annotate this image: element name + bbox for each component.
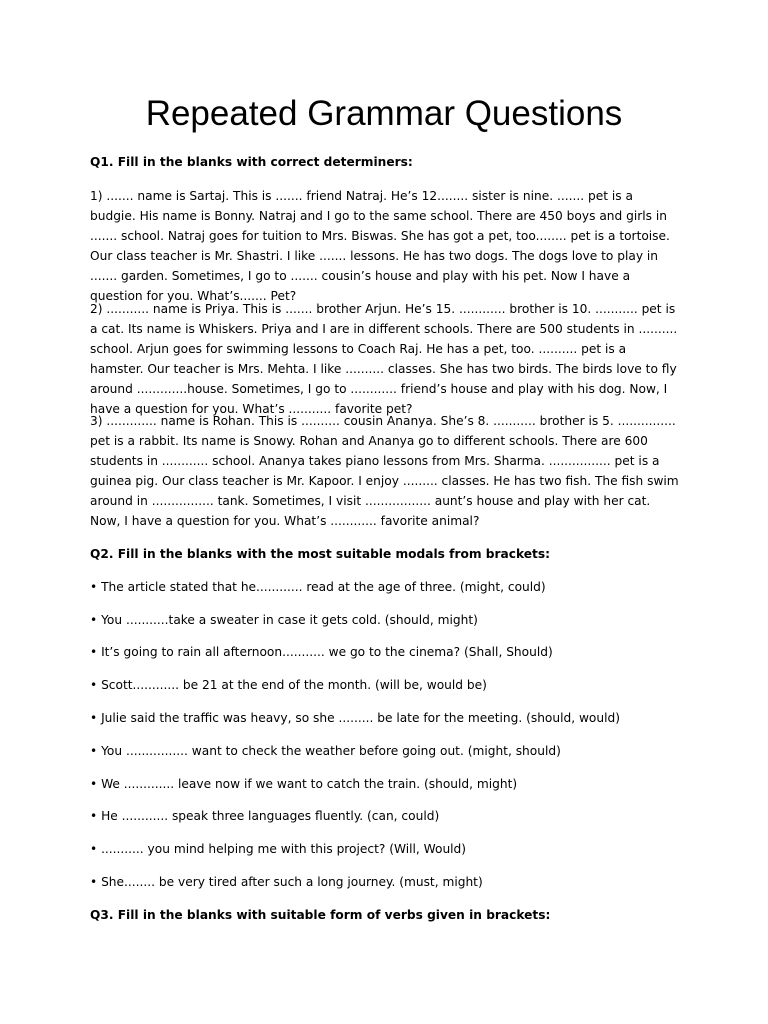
q2-item-10: • She........ be very tired after such a long journey. (must, might) — [90, 875, 483, 889]
q3-heading: Q3. Fill in the blanks with suitable form of verbs given in brackets: — [90, 908, 551, 922]
q1-paragraph-2: 2) ........... name is Priya. This is ....... brother Arjun. He’s 15. ............ brother is 10. ........... pet is a cat. Its name is Whiskers. Priya and I are in different schools. There are 500 students in .......... school. Arjun goes for swimming lessons to Coach Raj. He has a pet, too. .......... pet is a hamster. Our teacher is Mrs. Mehta. I like .......... classes. She has two birds. The birds love to fly around .............house. Sometimes, I go to ............ friend’s house and play with his dog. Now, I have a question for you. What’s ........... favorite pet? — [90, 302, 678, 416]
q2-item-7: • We ............. leave now if we want to catch the train. (should, might) — [90, 777, 518, 791]
q1-heading: Q1. Fill in the blanks with correct determiners: — [90, 155, 413, 169]
q2-item-1: • The article stated that he............ read at the age of three. (might, could) — [90, 580, 546, 594]
q2-item-5: • Julie said the traffic was heavy, so she ......... be late for the meeting. (should, would) — [90, 711, 620, 725]
q2-item-6: • You ................ want to check the weather before going out. (might, should) — [90, 744, 561, 758]
q1-paragraph-1: 1) ....... name is Sartaj. This is ....... friend Natraj. He’s 12........ sister is nine. ....... pet is a budgie. His name is Bonny. Natraj and I go to the same school. There are 450 boys and girls in ....... school. Natraj goes for tuition to Mrs. Biswas. She has got a pet, too........ pet is a tortoise. Our class teacher is Mr. Shastri. I like ....... lessons. He has two dogs. The dogs love to play in ....... garden. Sometimes, I go to ....... cousin’s house and play with his pet. Now I have a question for you. What’s....... Pet? — [90, 189, 670, 303]
q2-item-8: • He ............ speak three languages fluently. (can, could) — [90, 809, 440, 823]
document-title: Repeated Grammar Questions — [145, 94, 623, 133]
q2-item-3: • It’s going to rain all afternoon........... we go to the cinema? (Shall, Should) — [90, 645, 553, 659]
q2-heading: Q2. Fill in the blanks with the most suitable modals from brackets: — [90, 547, 550, 561]
q1-paragraph-3: 3) ............. name is Rohan. This is .......... cousin Ananya. She’s 8. ........... brother is 5. ............... pet is a rabbit. Its name is Snowy. Rohan and Ananya go to different schools. There are 600 students in ............ school. Ananya takes piano lessons from Mrs. Sharma. ................ pet is a guinea pig. Our class teacher is Mr. Kapoor. I enjoy ......... classes. He has two fish. The fish swim around in ................ tank. Sometimes, I visit ................. aunt’s house and play with her cat. Now, I have a question for you. What’s ............ favorite animal? — [90, 414, 679, 528]
q2-item-2: • You ...........take a sweater in case it gets cold. (should, might) — [90, 613, 478, 627]
q2-item-4: • Scott............ be 21 at the end of the month. (will be, would be) — [90, 678, 487, 692]
q2-item-9: • ........... you mind helping me with this project? (Will, Would) — [90, 842, 467, 856]
